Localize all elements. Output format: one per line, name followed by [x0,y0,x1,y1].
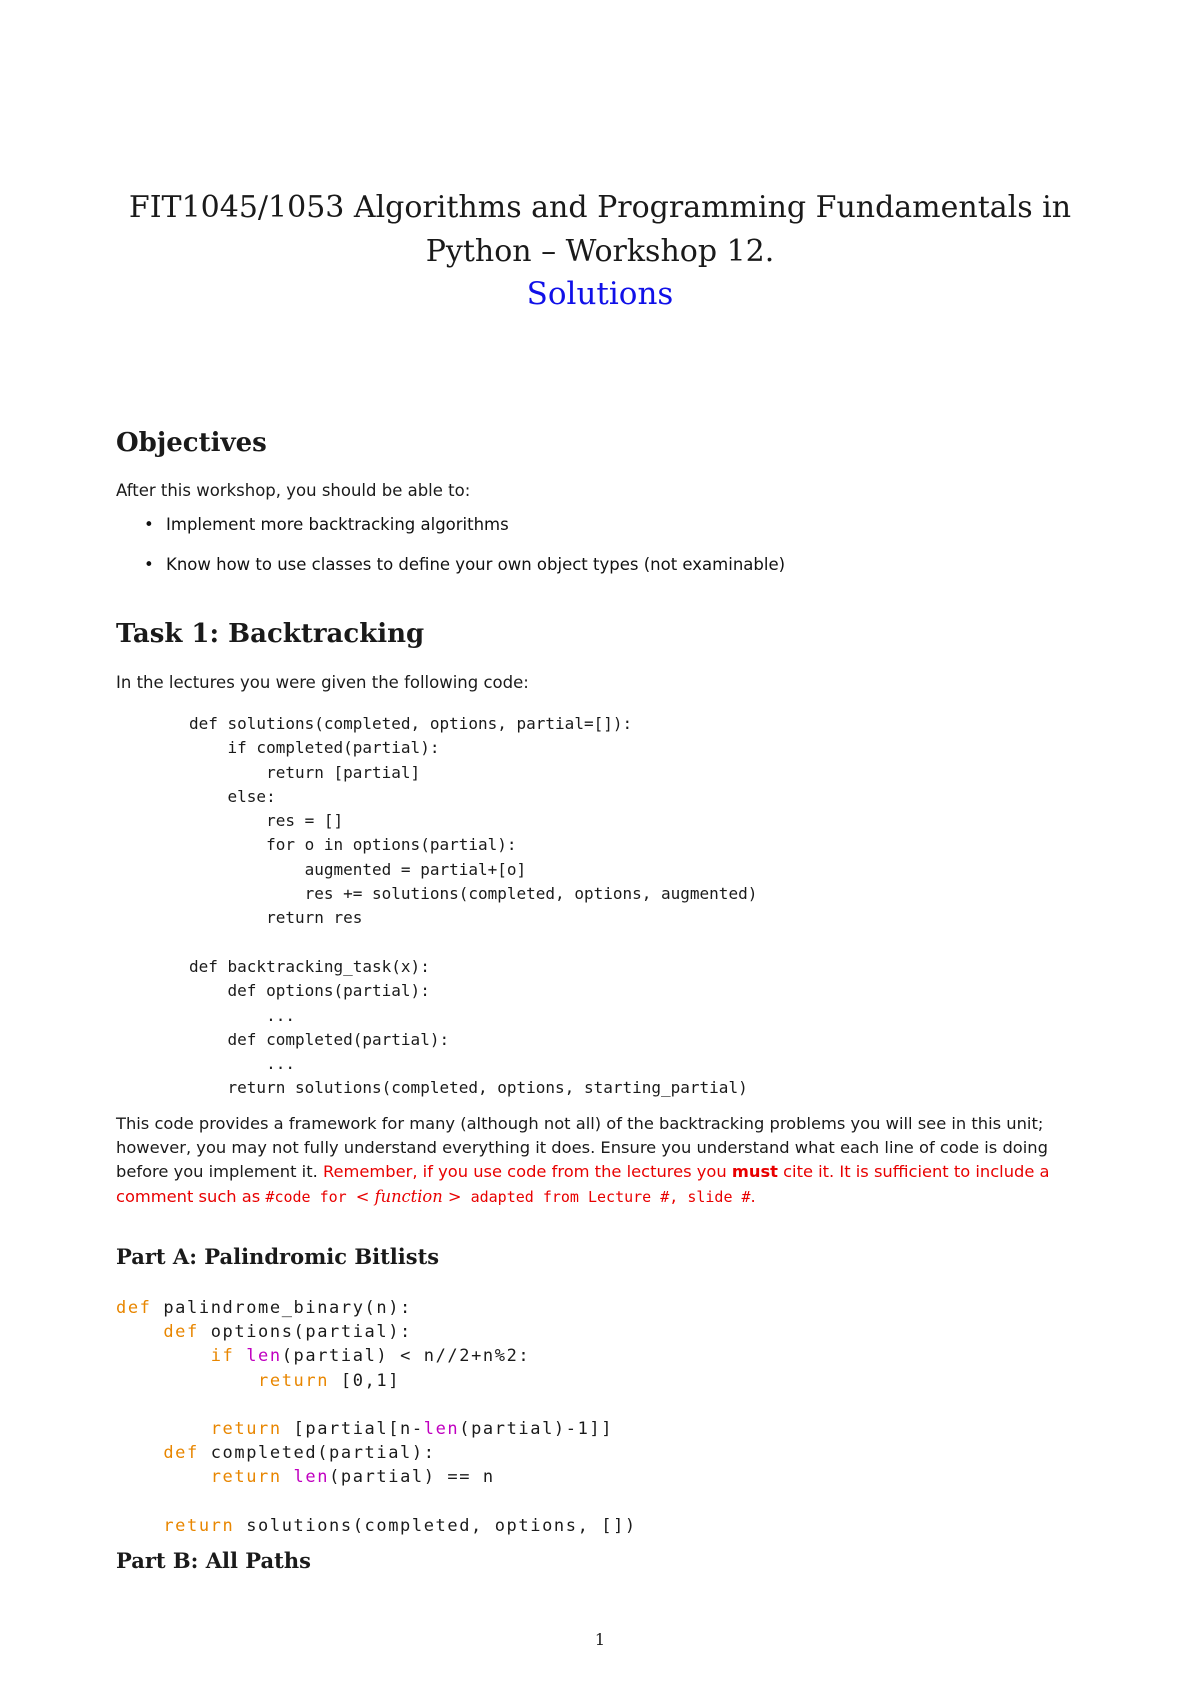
code-line: def backtracking_task(x): [189,956,430,976]
task1-intro: In the lectures you were given the following code: [116,673,529,692]
code-line: return [0,1] [258,1370,401,1391]
code-line: return res [189,908,363,928]
partA-heading: Part A: Palindromic Bitlists [116,1244,440,1269]
list-item [136,554,785,594]
code-line: def solutions(completed, options, partial=[]): [189,714,633,733]
document-title [0,186,1200,274]
code-line: res = [] [189,811,344,831]
code-line: res += solutions(completed, options, augmented) [189,884,758,904]
code-line: def completed(partial): [163,1443,436,1464]
code-line: return len(partial) == n [210,1467,495,1488]
list-item [136,514,785,554]
code-line: if len(partial) < n//2+n%2: [210,1346,531,1367]
para-text: This code provides a framework for many (although not all) of the backtracking problems you will see in this unit; however, you may not fully understand everything it does. Ensure you understand what each line of code is doing before you implement it. [116,1114,1048,1182]
partB-heading: Part B: All Paths [116,1548,311,1573]
title-line-2: Python – Workshop 12. [425,234,775,269]
code-line: def options(partial): [163,1322,412,1343]
palindrome-code-block [116,1296,637,1538]
code-line: return solutions(completed, options, []) [163,1515,637,1536]
code-line: augmented = partial+[o] [189,859,527,879]
code-line: def completed(partial): [189,1029,450,1049]
code-line: return [partial[n-len(partial)-1]] [210,1419,614,1440]
code-line: return [partial] [189,762,421,782]
bullet-icon: • [144,515,154,534]
bullet-text: Know how to use classes to define your own object types (not examinable) [166,555,786,574]
code-line: ... [189,1005,295,1025]
code-line: def options(partial): [189,981,430,1001]
lecture-code-block [189,712,757,1101]
code-line: ... [189,1054,295,1074]
objectives-heading: Objectives [116,428,267,458]
page-number: 1 [594,1630,606,1649]
document-subtitle: Solutions [526,276,674,312]
task1-heading: Task 1: Backtracking [116,619,425,649]
bullet-text: Implement more backtracking algorithms [166,515,509,534]
code-line: for o in options(partial): [189,835,517,855]
bullet-icon: • [144,555,154,574]
code-line: return solutions(completed, options, starting_partial) [189,1078,748,1098]
title-line-1: FIT1045/1053 Algorithms and Programming Fundamentals in [128,190,1072,225]
citation-note: Remember, if you use code from the lectures you must cite it. It is sufficient to include a comment such as #code for < function > adapted from Lecture #, slide #. [116,1162,1050,1206]
code-line: else: [189,786,276,806]
objectives-intro: After this workshop, you should be able to: [116,481,471,500]
code-line: if completed(partial): [189,738,440,758]
objectives-list [136,514,785,594]
code-line: def palindrome_binary(n): [116,1298,412,1318]
framework-paragraph [116,1112,1096,1209]
